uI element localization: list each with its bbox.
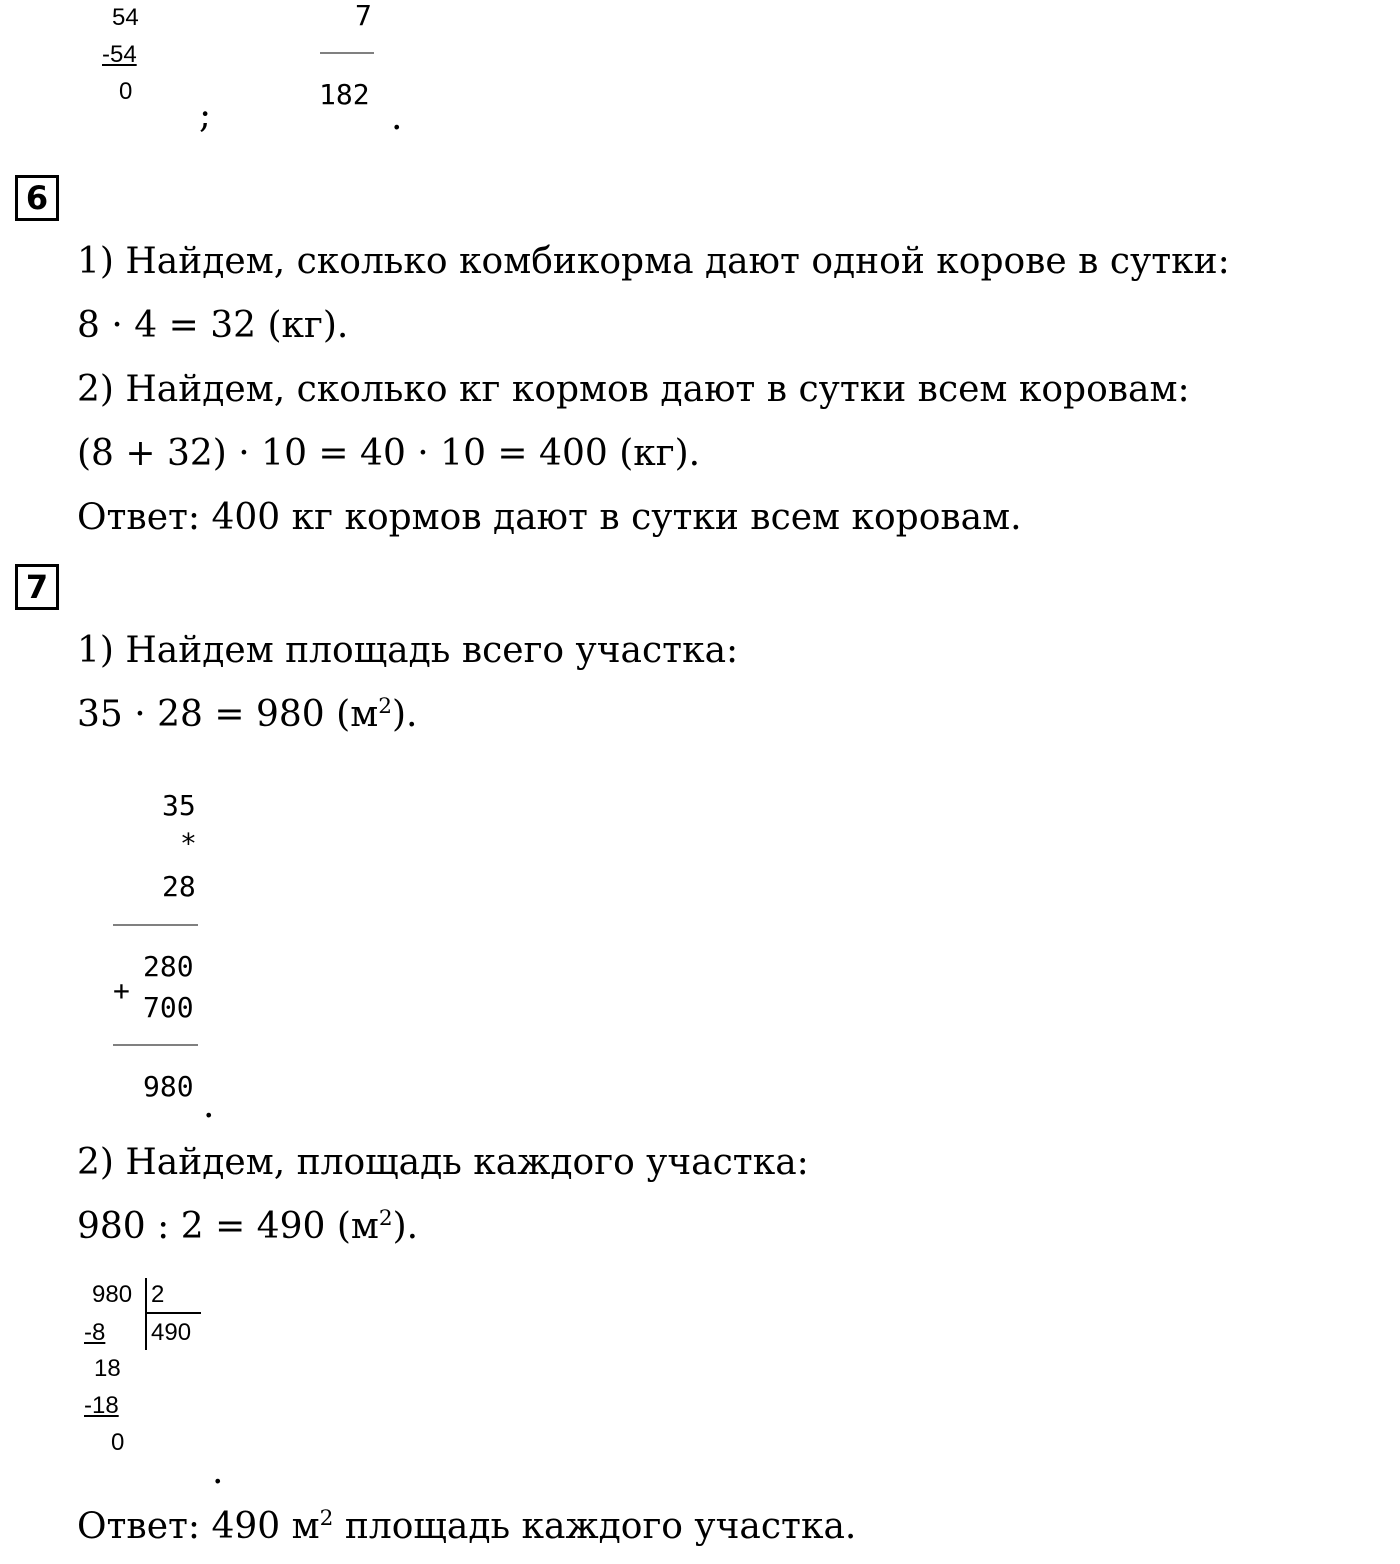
task6-line-2: 8 · 4 = 32 (кг). (77, 305, 349, 346)
ldiv-divisor: 2 (151, 1281, 165, 1308)
task7-equation-2: 980 : 2 = 490 $(м^2)$. (77, 1206, 419, 1247)
task7-step-2: 2) Найдем, площадь каждого участка: (77, 1142, 809, 1183)
ldiv-divisor-rule (146, 1312, 201, 1314)
task6-answer: Ответ: 400 кг кормов дают в сутки всем коровам. (77, 497, 1022, 538)
task7-answer: Ответ: 490 $м^2$ площадь каждого участка. (77, 1506, 857, 1547)
ldiv-period: . (212, 1451, 224, 1492)
ldiv-remainder-2: 0 (111, 1429, 125, 1456)
task7-equation-1: 35 · 28 = 980 $(м^2)$. (77, 694, 418, 735)
mult-op: * (180, 827, 197, 860)
mul-top: 7 (355, 0, 372, 32)
task-7-number: 7 (15, 564, 59, 610)
mult-result: 980 (143, 1070, 194, 1103)
mult-a: 35 (162, 789, 196, 822)
task-6-number: 6 (15, 175, 59, 221)
mul-result: 182 (319, 78, 370, 111)
mult-period: . (203, 1085, 215, 1126)
ldiv-dividend: 980 (92, 1281, 133, 1308)
ldiv-subtract-2: -18 (84, 1392, 119, 1419)
task7-step-1: 1) Найдем площадь всего участка: (77, 630, 739, 671)
task6-line-3: 2) Найдем, сколько кг кормов дают в сутки всем коровам: (77, 369, 1190, 410)
mult-partial-1: 280 (143, 950, 194, 983)
div-line-1: 54 (112, 4, 139, 31)
mul-period: . (391, 97, 403, 138)
mul-rule (320, 52, 374, 54)
mult-rule-2 (113, 1044, 198, 1046)
ldiv-remainder-1: 18 (94, 1355, 121, 1382)
mult-partial-2: 700 (143, 991, 194, 1024)
div-line-2: -54 (102, 41, 137, 68)
mult-b: 28 (162, 870, 196, 903)
ldiv-quotient: 490 (151, 1319, 192, 1346)
mult-rule-1 (113, 924, 198, 926)
ldiv-vertical-bar (145, 1278, 147, 1350)
task6-line-1: 1) Найдем, сколько комбикорма дают одной корове в сутки: (77, 241, 1230, 282)
task6-line-4: (8 + 32) · 10 = 40 · 10 = 400 (кг). (77, 433, 701, 474)
semicolon: ; (199, 95, 212, 136)
div-line-3: 0 (119, 78, 133, 105)
ldiv-subtract-1: -8 (84, 1319, 106, 1346)
mult-plus: + (113, 974, 130, 1007)
